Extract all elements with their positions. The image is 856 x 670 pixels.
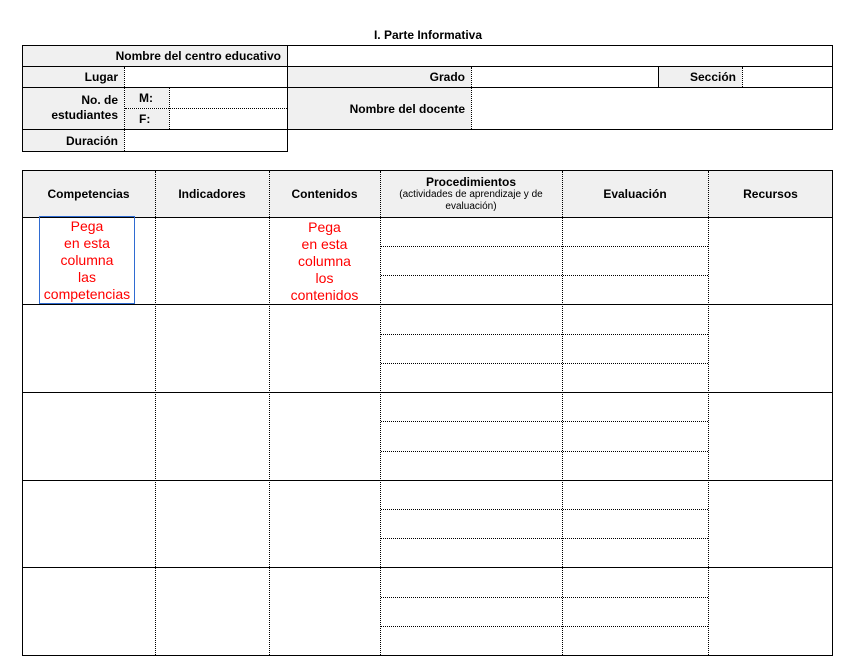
note-contenidos[interactable]: Pega en esta columna los contenidos bbox=[290, 219, 359, 303]
planning-table bbox=[22, 170, 833, 656]
subrow-divider bbox=[381, 275, 708, 276]
duracion-field[interactable] bbox=[125, 130, 287, 151]
row-border bbox=[22, 304, 833, 305]
header-evaluacion: Evaluación bbox=[603, 186, 667, 201]
subrow-divider bbox=[381, 421, 708, 422]
lugar-label: Lugar bbox=[22, 67, 124, 87]
divider bbox=[742, 67, 743, 87]
border bbox=[22, 151, 288, 152]
duracion-label: Duración bbox=[22, 130, 124, 151]
page-title: I. Parte Informativa bbox=[373, 28, 483, 42]
estudiantes-label bbox=[22, 88, 124, 129]
border bbox=[22, 217, 833, 218]
subrow-divider bbox=[381, 597, 708, 598]
divider bbox=[124, 67, 125, 151]
border bbox=[832, 45, 833, 130]
border bbox=[22, 170, 23, 656]
border bbox=[658, 66, 659, 88]
border bbox=[22, 129, 833, 130]
row-border bbox=[22, 567, 833, 568]
estudiantes-label-line2: estudiantes bbox=[51, 108, 118, 122]
centro-field[interactable] bbox=[288, 45, 833, 66]
grado-label: Grado bbox=[288, 67, 471, 87]
border bbox=[832, 170, 833, 656]
subrow-divider bbox=[381, 509, 708, 510]
row-border bbox=[22, 392, 833, 393]
subrow-divider bbox=[381, 626, 708, 627]
seccion-label: Sección bbox=[659, 67, 742, 87]
border bbox=[22, 87, 833, 88]
centro-label: Nombre del centro educativo bbox=[22, 45, 287, 66]
border bbox=[22, 45, 833, 46]
seccion-field[interactable] bbox=[743, 67, 833, 87]
m-field[interactable] bbox=[170, 88, 287, 108]
m-label: M: bbox=[125, 88, 169, 108]
border bbox=[22, 66, 833, 67]
note-competencias[interactable]: Pega en esta columna las competencias bbox=[43, 218, 131, 302]
informative-grid bbox=[22, 45, 833, 152]
column-divider bbox=[562, 171, 563, 655]
lugar-field[interactable] bbox=[125, 67, 287, 87]
f-field[interactable] bbox=[170, 109, 287, 129]
border bbox=[22, 170, 833, 171]
header-competencias: Competencias bbox=[47, 186, 130, 201]
column-divider bbox=[708, 171, 709, 655]
docente-field[interactable] bbox=[472, 88, 833, 129]
subrow-divider bbox=[381, 538, 708, 539]
column-divider bbox=[155, 171, 156, 655]
header-procedimientos-sub: (actividades de aprendizaje y de evaluación) bbox=[399, 188, 543, 212]
grado-field[interactable] bbox=[472, 67, 658, 87]
divider bbox=[471, 67, 472, 129]
header-contenidos: Contenidos bbox=[291, 186, 358, 201]
subrow-divider bbox=[381, 363, 708, 364]
row-border bbox=[22, 480, 833, 481]
header-procedimientos-title: Procedimientos bbox=[425, 174, 517, 189]
header-indicadores: Indicadores bbox=[178, 186, 246, 201]
border bbox=[22, 655, 833, 656]
subrow-divider bbox=[381, 451, 708, 452]
divider bbox=[125, 108, 287, 109]
subrow-divider bbox=[381, 334, 708, 335]
column-divider bbox=[380, 171, 381, 655]
estudiantes-label-line1: No. de bbox=[81, 93, 118, 107]
header-procedimientos bbox=[380, 170, 562, 217]
border bbox=[287, 45, 288, 152]
border bbox=[22, 45, 23, 152]
f-label: F: bbox=[125, 109, 169, 129]
docente-label: Nombre del docente bbox=[288, 88, 471, 129]
header-recursos: Recursos bbox=[743, 186, 798, 201]
subrow-divider bbox=[381, 246, 708, 247]
